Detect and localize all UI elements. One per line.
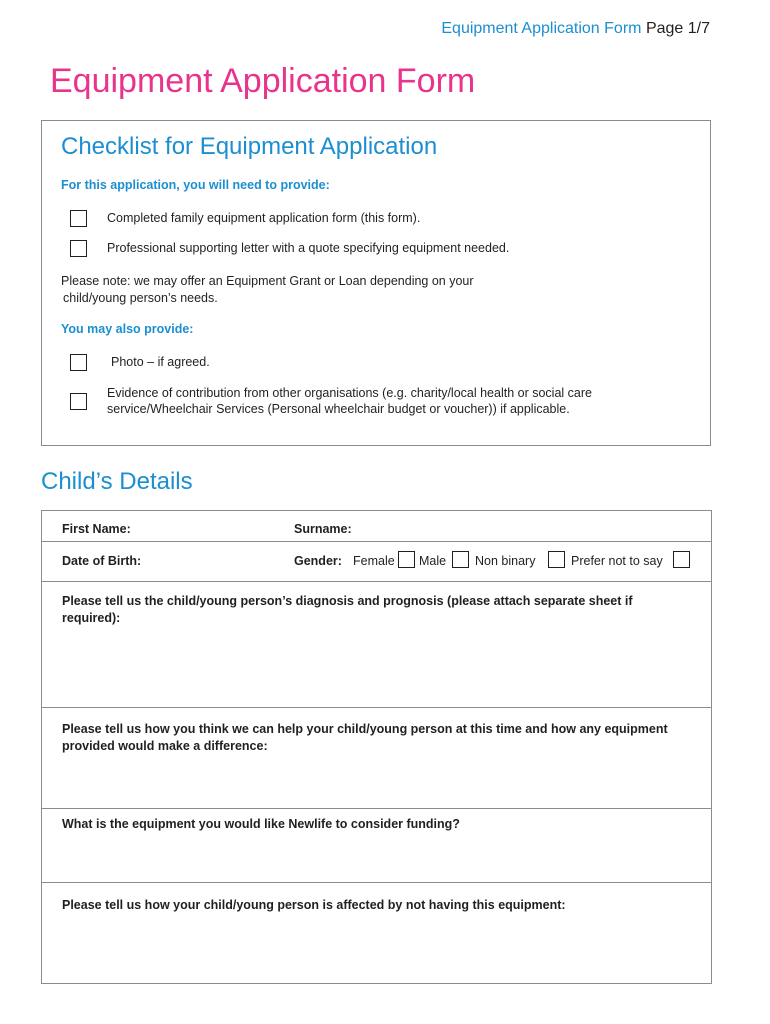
form-title: Equipment Application Form: [50, 62, 476, 100]
gender-male-checkbox[interactable]: [452, 551, 469, 568]
evidence-checkbox[interactable]: [70, 393, 87, 410]
gender-male-label: Male: [419, 554, 447, 568]
header-doc-title: Equipment Application Form: [441, 20, 642, 37]
evidence-line-2: service/Wheelchair Services (Personal wheelchair budget or voucher)) if applicable.: [107, 402, 570, 416]
optional-item-evidence-label: [107, 385, 592, 417]
required-heading: For this application, you will need to provide:: [61, 178, 330, 192]
impact-question: Please tell us how your child/young person is affected by not having this equipment:: [62, 898, 566, 912]
header-page-number: Page 1/7: [645, 20, 710, 37]
page-header: [441, 20, 710, 38]
gender-nonbinary-checkbox[interactable]: [548, 551, 565, 568]
first-name-label: First Name:: [62, 522, 131, 536]
letter-checkbox[interactable]: [70, 240, 87, 257]
grant-loan-note: [61, 273, 541, 306]
gender-label: Gender:: [294, 554, 342, 568]
form-checkbox[interactable]: [70, 210, 87, 227]
required-item-form-label: Completed family equipment application form (this form).: [107, 211, 421, 225]
row-divider: [42, 581, 711, 582]
gender-nonbinary-label: Non binary: [475, 554, 536, 568]
evidence-line-1: Evidence of contribution from other organisations (e.g. charity/local health or social care: [107, 386, 592, 400]
diagnosis-question: Please tell us the child/young person’s diagnosis and prognosis (please attach separate sheet if required):: [62, 594, 633, 625]
optional-item-photo-label: Photo – if agreed.: [111, 355, 210, 369]
note-line-1: Please note: we may offer an Equipment Grant or Loan depending on your: [61, 274, 474, 288]
checklist-box: [41, 120, 711, 446]
row-divider: [42, 541, 711, 542]
checklist-title: Checklist for Equipment Application: [61, 133, 438, 160]
gender-prefer-not-checkbox[interactable]: [673, 551, 690, 568]
row-divider: [42, 707, 711, 708]
required-item-letter-label: Professional supporting letter with a quote specifying equipment needed.: [107, 241, 510, 255]
childs-details-title: Child’s Details: [41, 468, 193, 495]
gender-female-label: Female: [353, 554, 395, 568]
gender-prefer-not-label: Prefer not to say: [571, 554, 663, 568]
photo-checkbox[interactable]: [70, 354, 87, 371]
help-question: Please tell us how you think we can help your child/young person at this time and how any equipment provided would make a difference:: [62, 722, 668, 753]
row-divider: [42, 808, 711, 809]
childs-details-box: [41, 510, 712, 984]
optional-heading: You may also provide:: [61, 322, 194, 336]
equipment-question: What is the equipment you would like Newlife to consider funding?: [62, 817, 460, 831]
dob-label: Date of Birth:: [62, 554, 142, 568]
row-divider: [42, 882, 711, 883]
surname-label: Surname:: [294, 522, 352, 536]
note-line-2: child/young person’s needs.: [63, 290, 218, 305]
gender-female-checkbox[interactable]: [398, 551, 415, 568]
